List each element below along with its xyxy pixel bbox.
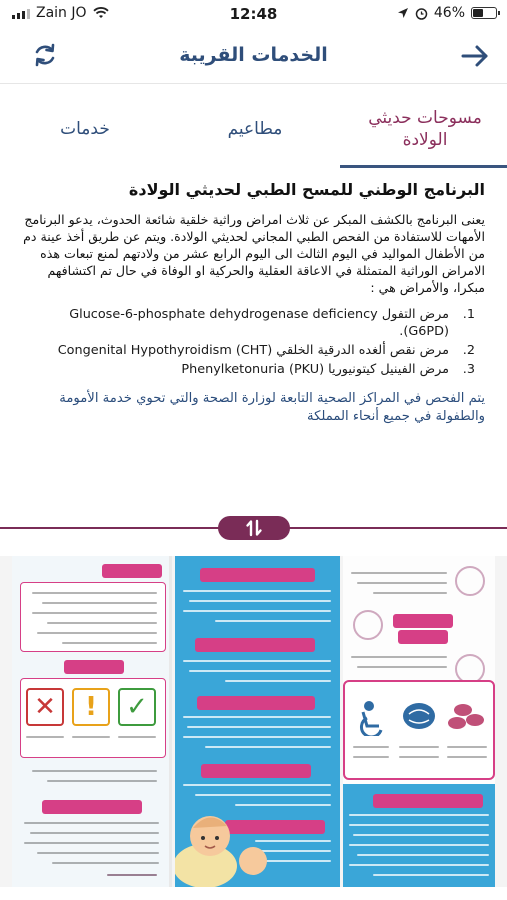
brochure-image: [0, 556, 507, 887]
list-text: مرض نقص ألغده الدرقية الخلقي Congenital Hypothyroidism (CHT): [57, 343, 449, 358]
list-text: مرض الفينيل كيتونيوريا Phenylketonuria (PKU): [181, 362, 449, 377]
brochure-panel-right: [343, 556, 495, 887]
tab-bar: [0, 90, 507, 168]
intro-paragraph: يعنى البرنامج بالكشف المبكر عن ثلاث امراض وراثية خلقية شائعة الحدوث، يدعو البرنامج الأمهات للاستفادة من الفحص الطبي المجاني لحديثي الولادة. ويتم عن طريق أخذ عينة دم من الأطفال المواليد في اليوم الثالث الى اليوم الرابع عشر من ولادتهم لمنع تبعات هذه الامراض الوراثية المتمثلة في الاعاقة العقلية والحركية او الوفاة في حال تم اكتشافهم مبكرا، والأمراض هي :: [23, 212, 485, 295]
arrow-right-icon[interactable]: [459, 40, 491, 72]
location-icon: [397, 7, 409, 19]
page-title: الخدمات القريبة: [179, 44, 328, 66]
toggle-button[interactable]: [218, 516, 290, 540]
app-header: [0, 28, 507, 84]
battery-percent: 46%: [433, 5, 465, 21]
tab-services[interactable]: خدمات: [60, 119, 110, 139]
disease-list: [0, 306, 507, 378]
list-item: [22, 361, 477, 378]
section-divider: [0, 516, 507, 540]
carrier-name: Zain JO: [36, 5, 87, 21]
alarm-icon: [415, 7, 428, 20]
status-bar: [0, 0, 507, 28]
brochure-panel-left: ✕ ! ✓: [12, 556, 172, 887]
status-time: 12:48: [229, 5, 278, 23]
list-number: 3.: [462, 362, 475, 377]
content-area: [0, 180, 507, 426]
battery-fill: [473, 9, 483, 17]
section-heading: البرنامج الوطني للمسح الطبي لحديثي الولادة: [128, 180, 485, 199]
tab-vaccinations[interactable]: مطاعيم: [227, 119, 283, 139]
list-number: 1.: [462, 307, 475, 322]
list-number: 2.: [462, 343, 475, 358]
body-icons: [351, 696, 491, 736]
brochure-panel-middle: [175, 556, 340, 887]
list-item: [22, 306, 477, 340]
swap-vertical-icon: [244, 519, 264, 537]
list-item: [22, 342, 477, 359]
battery-icon: [471, 7, 497, 19]
tab-newborn-screening[interactable]: مسوحات حديثي الولادة: [368, 108, 482, 150]
availability-note: يتم الفحص في المراكز الصحية التابعة لوزارة الصحة والتي تحوي خدمة الأمومة والطفولة في جميع أنحاء المملكة: [59, 391, 485, 424]
active-tab-indicator: [340, 165, 507, 168]
baby-illustration: [175, 806, 270, 887]
status-right: [397, 5, 497, 21]
list-text: مرض التفول Glucose-6-phosphate dehydrogenase deficiency (G6PD).: [69, 307, 449, 339]
